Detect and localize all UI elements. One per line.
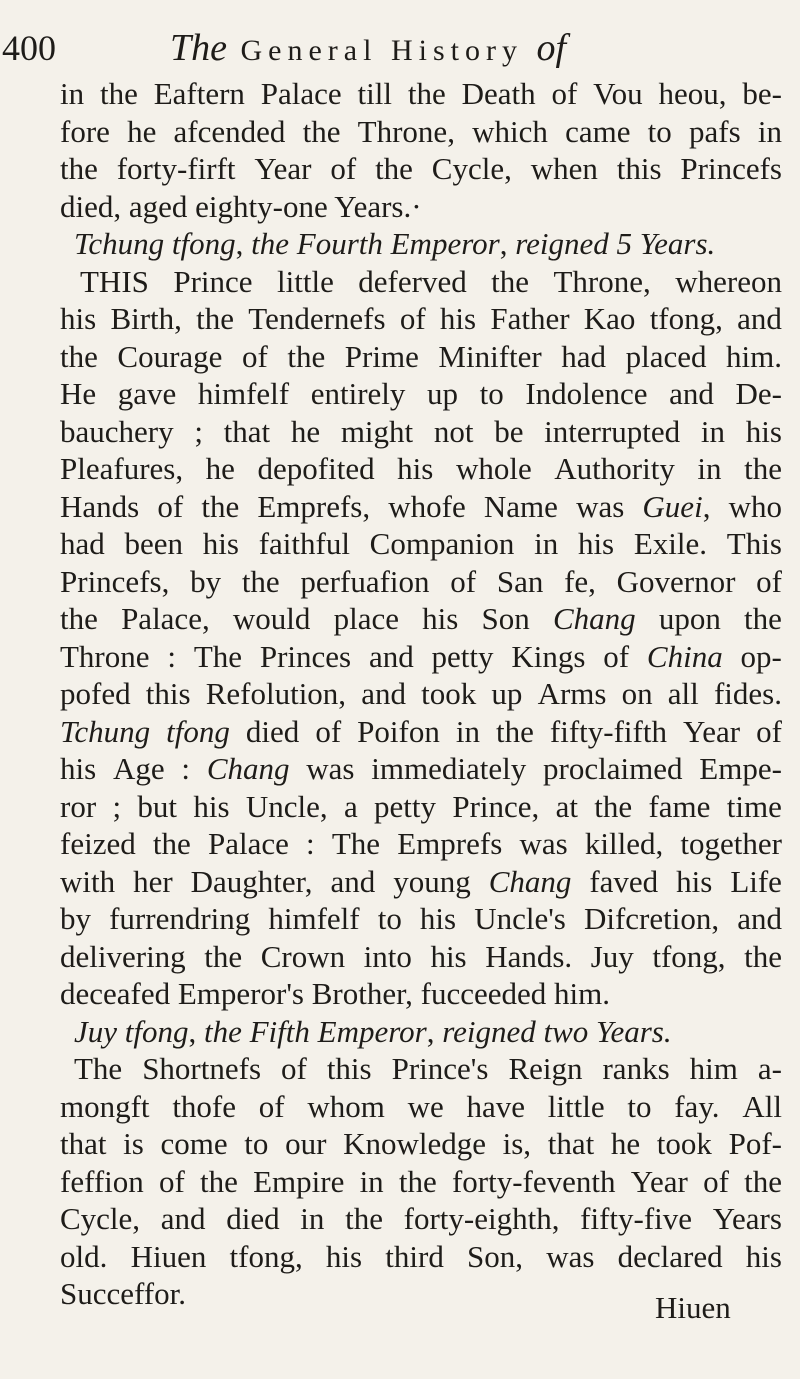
text-line: feized the Palace : The Emprefs was killed, together — [60, 826, 782, 861]
text-line: the forty-firft Year of the Cycle, when this Princefs — [60, 151, 782, 186]
catchword: Hiuen — [655, 1290, 731, 1325]
title-general: General — [240, 34, 378, 67]
text-line: old. Hiuen tfong, his third Son, was declared his — [60, 1238, 782, 1274]
text-line: Cycle, and died in the forty-eighth, fifty-five Years — [60, 1201, 782, 1236]
text-line: THIS Prince little deferved the Throne, whereon — [80, 263, 782, 299]
text-line: pofed this Refolution, and took up Arms on all fides. — [60, 676, 782, 711]
running-title — [170, 26, 566, 73]
text-line: He gave himfelf entirely up to Indolence and De- — [60, 376, 782, 411]
text-line: his Birth, the Tendernefs of his Father Kao tfong, and — [60, 301, 782, 336]
text-line: that is come to our Knowledge is, that he took Pof- — [60, 1126, 782, 1161]
text-line: in the Eaftern Palace till the Death of Vou heou, be- — [60, 76, 782, 111]
text-line: feffion of the Empire in the forty-feventh Year of the — [60, 1163, 782, 1199]
text-line: the Palace, would place his Son Chang upon the — [60, 601, 782, 636]
text-line: his Age : Chang was immediately proclaimed Empe- — [60, 751, 782, 786]
title-the: The — [170, 27, 227, 69]
section-heading: Juy tfong, the Fifth Emperor, reigned two Years. — [74, 1013, 672, 1049]
text-line: Succeffor. — [60, 1276, 186, 1311]
page-header — [0, 22, 800, 72]
section-heading: Tchung tfong, the Fourth Emperor, reigned 5 Years. — [74, 226, 716, 261]
text-line: delivering the Crown into his Hands. Juy tfong, the — [60, 938, 782, 974]
title-history: History — [390, 34, 523, 67]
text-line: by furrendring himfelf to his Uncle's Difcretion, and — [60, 901, 782, 936]
text-line: Tchung tfong died of Poifon in the fifty-fifth Year of — [60, 713, 782, 749]
text-line: fore he afcended the Throne, which came to pafs in — [60, 113, 782, 149]
text-line: the Courage of the Prime Minifter had placed him. — [60, 338, 782, 374]
text-line: Hands of the Emprefs, whofe Name was Guei, who — [60, 488, 782, 524]
text-line: Pleafures, he depofited his whole Authority in the — [60, 451, 782, 486]
text-line: with her Daughter, and young Chang faved his Life — [60, 863, 782, 899]
text-line: bauchery ; that he might not be interrupted in his — [60, 413, 782, 449]
text-line: ror ; but his Uncle, a petty Prince, at the fame time — [60, 788, 782, 824]
text-line: Princefs, by the perfuafion of San fe, Governor of — [60, 563, 782, 599]
text-line: mongft thofe of whom we have little to fay. All — [60, 1088, 782, 1124]
text-line: died, aged eighty-one Years.· — [60, 188, 422, 224]
text-line: had been his faithful Companion in his Exile. This — [60, 526, 782, 561]
text-line: Throne : The Princes and petty Kings of China op- — [60, 638, 782, 674]
page-number: 400 — [2, 28, 56, 68]
title-of: of — [536, 27, 566, 69]
text-line: The Shortnefs of this Prince's Reign ranks him a- — [74, 1051, 782, 1086]
text-line: deceafed Emperor's Brother, fucceeded him. — [60, 976, 611, 1011]
body-text — [60, 75, 782, 1313]
